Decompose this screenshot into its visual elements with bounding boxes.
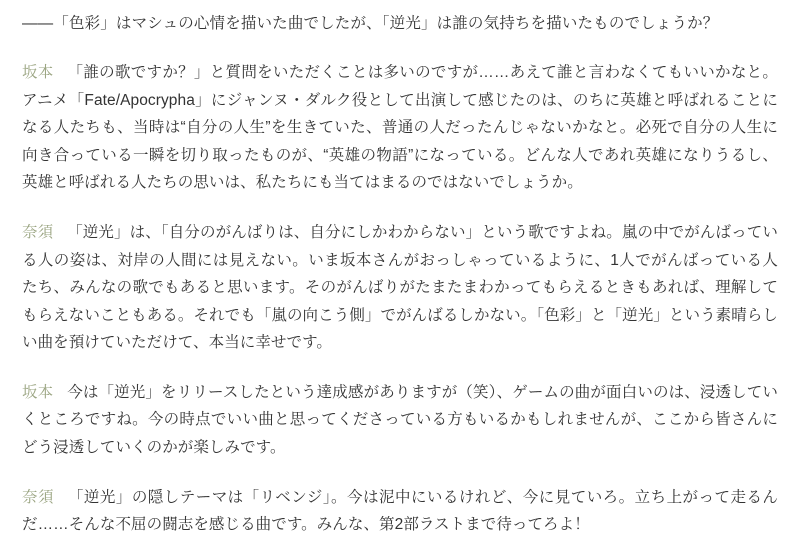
qa-block-3	[22, 379, 778, 462]
qa-paragraph	[22, 219, 778, 357]
qa-text: 「逆光」の隠しテーマは「リベンジ」。今は泥中にいるけれど、今に見ていろ。立ち上がって走るんだ……そんな不屈の闘志を感じる曲です。みんな、第2部ラストまで待ってろよ！	[22, 488, 779, 534]
speaker-label: 奈須	[22, 224, 54, 242]
qa-paragraph	[22, 379, 778, 462]
qa-text: 「逆光」は、「自分のがんばりは、自分にしかわからない」という歌ですよね。嵐の中でがんばっている人の姿は、対岸の人間には見えない。いま坂本さんがおっしゃっているように、1人でがんばっている人たち、みんなの歌でもあると思います。そのがんばりがたまたまわかってもらえるときもあれば、理解してもらえないこともある。それでも「嵐の向こう側」でがんばるしかない。「色彩」と「逆光」という素晴らしい曲を預けていただけて、本当に幸せです。	[22, 224, 778, 352]
speaker-label: 坂本	[22, 383, 54, 401]
speaker-label: 坂本	[22, 64, 54, 82]
qa-paragraph	[22, 484, 778, 539]
qa-block-2	[22, 219, 778, 357]
qa-paragraph	[22, 59, 778, 197]
qa-text: 「誰の歌ですか？」と質問をいただくことは多いのですが……あえて誰と言わなくてもいいかなと。アニメ「Fate/Apocrypha」にジャンヌ・ダルク役として出演して感じたのは、のちに英雄と呼ばれることになる人たちも、当時は“自分の人生”を生きていた、普通の人だったんじゃないかなと。必死で自分の人生に向き合っている一瞬を切り取ったものが、“英雄の物語”になっている。どんな人であれ英雄になりうるし、英雄と呼ばれる人たちの思いは、私たちにも当てはまるのではないでしょうか。	[22, 64, 779, 192]
qa-block-4	[22, 484, 778, 539]
speaker-label: 奈須	[22, 488, 54, 506]
interviewer-question: ――「色彩」はマシュの心情を描いた曲でしたが、「逆光」は誰の気持ちを描いたものでしょうか？	[22, 15, 719, 32]
qa-text: 今は「逆光」をリリースしたという達成感がありますが（笑）、ゲームの曲が面白いのは、浸透していくところですね。今の時点でいい曲と思ってくださっている方もいるかもしれませんが、ここから皆さんにどう浸透していくのかが楽しみです。	[22, 383, 778, 457]
qa-block-1	[22, 59, 778, 197]
